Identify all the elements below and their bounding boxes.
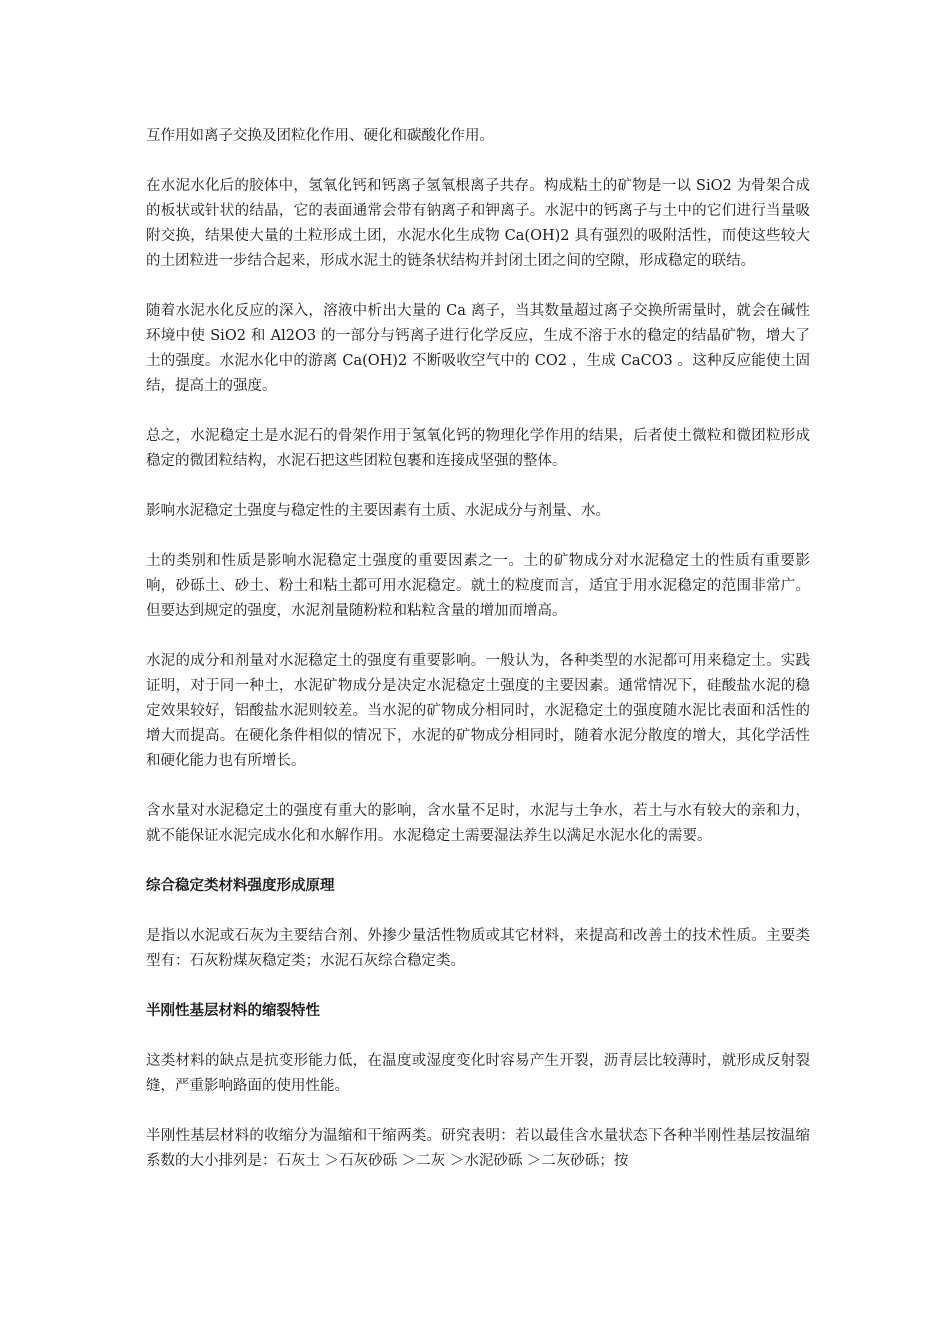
document-body (146, 124, 810, 1199)
section-heading: 半刚性基层材料的缩裂特性 (146, 1003, 320, 1019)
paragraph: 影响水泥稳定土强度与稳定性的主要因素有土质、水泥成分与剂量、水。 (146, 503, 610, 519)
paragraph: 土的类别和性质是影响水泥稳定土强度的重要因素之一。土的矿物成分对水泥稳定土的性质有重要影响，砂砾土、砂土、粉土和粘土都可用水泥稳定。就土的粒度而言，适宜于用水泥稳定的范围非常广。但要达到规定的强度，水泥剂量随粉粒和粘粒含量的增加而增高。 (146, 553, 810, 619)
paragraph: 含水量对水泥稳定土的强度有重大的影响，含水量不足时，水泥与土争水，若土与水有较大的亲和力，就不能保证水泥完成水化和水解作用。水泥稳定土需要湿法养生以满足水泥水化的需要。 (146, 803, 810, 844)
paragraph: 这类材料的缺点是抗变形能力低，在温度或湿度变化时容易产生开裂，沥青层比较薄时，就形成反射裂缝，严重影响路面的使用性能。 (146, 1053, 810, 1094)
paragraph: 是指以水泥或石灰为主要结合剂、外掺少量活性物质或其它材料，来提高和改善土的技术性质。主要类型有：石灰粉煤灰稳定类；水泥石灰综合稳定类。 (146, 928, 810, 969)
paragraph: 水泥的成分和剂量对水泥稳定土的强度有重要影响。一般认为，各种类型的水泥都可用来稳定土。实践证明，对于同一种土，水泥矿物成分是决定水泥稳定土强度的主要因素。通常情况下，硅酸盐水泥的稳定效果较好，铝酸盐水泥则较差。当水泥的矿物成分相同时，水泥稳定土的强度随水泥比表面和活性的增大而提高。在硬化条件相似的情况下，水泥的矿物成分相同时，随着水泥分散度的增大，其化学活性和硬化能力也有所增长。 (146, 653, 810, 769)
paragraph: 互作用如离子交换及团粒化作用、硬化和碳酸化作用。 (146, 128, 494, 144)
paragraph: 在水泥水化后的胶体中，氢氧化钙和钙离子氢氧根离子共存。构成粘土的矿物是一以 SiO2 为骨架合成的板状或针状的结晶，它的表面通常会带有钠离子和钾离子。水泥中的钙离子与土中的它们进行当量吸附交换，结果使大量的土粒形成土团，水泥水化生成物 Ca(OH)2 具有强烈的吸附活性，而使这些较大的土团粒进一步结合起来，形成水泥土的链条状结构并封闭土团之间的空隙，形成稳定的联结。 (146, 178, 810, 269)
section-heading: 综合稳定类材料强度形成原理 (146, 878, 335, 894)
paragraph: 随着水泥水化反应的深入，溶液中析出大量的 Ca 离子，当其数量超过离子交换所需量时，就会在碱性环境中使 SiO2 和 Al2O3 的一部分与钙离子进行化学反应，生成不溶于水的稳定的结晶矿物，增大了土的强度。水泥水化中的游离 Ca(OH)2 不断吸收空气中的 CO2 ，生成 CaCO3 。这种反应能使土固结，提高土的强度。 (146, 303, 810, 394)
paragraph: 总之，水泥稳定土是水泥石的骨架作用于氢氧化钙的物理化学作用的结果，后者使土微粒和微团粒形成稳定的微团粒结构，水泥石把这些团粒包裹和连接成坚强的整体。 (146, 428, 810, 469)
paragraph: 半刚性基层材料的收缩分为温缩和干缩两类。研究表明：若以最佳含水量状态下各种半刚性基层按温缩系数的大小排列是：石灰土 ＞石灰砂砾 ＞二灰 ＞水泥砂砾 ＞二灰砂砾；按 (146, 1128, 810, 1169)
